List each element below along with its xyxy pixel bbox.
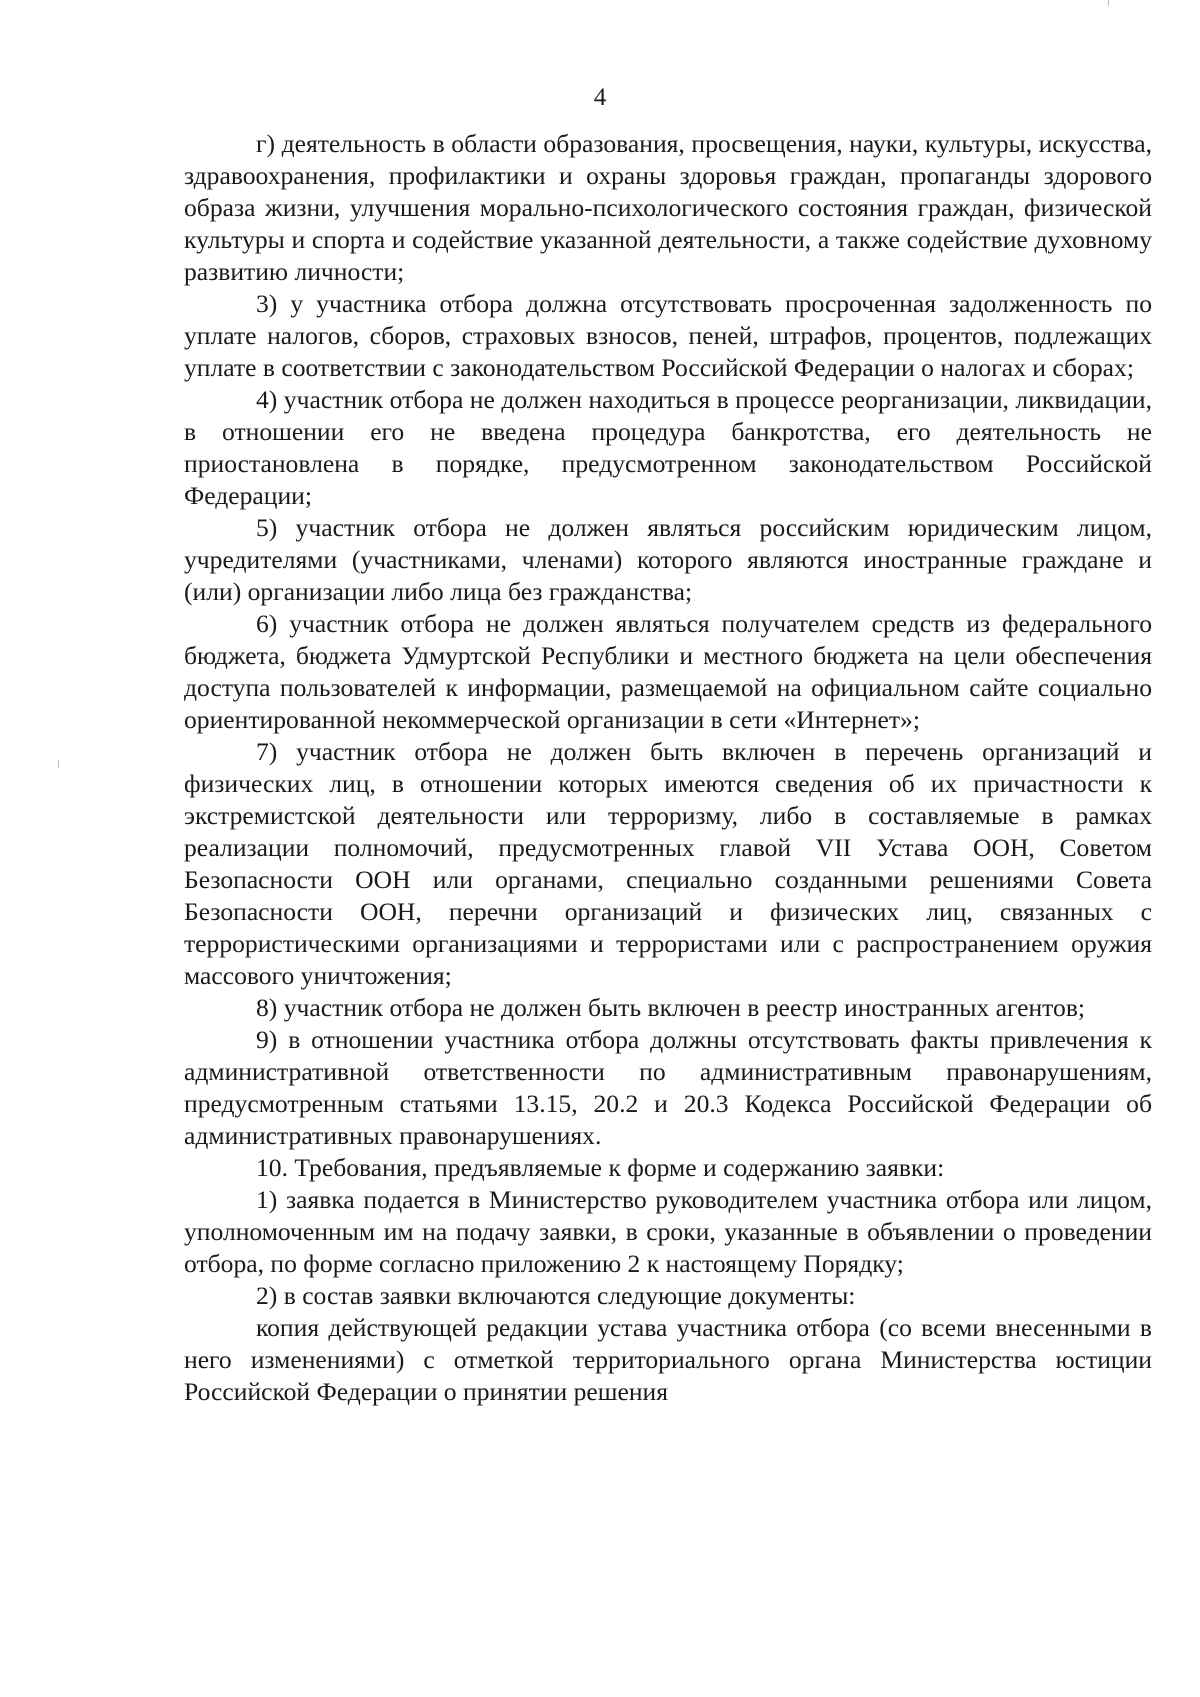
paragraph-item-9-administrative-liability: 9) в отношении участника отбора должны отсутствовать факты привлечения к административной ответственности по административным правонарушениям, предусмотренным статьями 13.15, 20.2 и 20.3 Кодекса Российской Федерации об административных правонарушениях.	[184, 1025, 1152, 1150]
paragraph-item-4-reorganization: 4) участник отбора не должен находиться в процессе реорганизации, ликвидации, в отношении его не введена процедура банкротства, его деятельность не приостановлена в порядке, предусмотренном законодательством Российской Федерации;	[184, 385, 1152, 510]
scan-edge-mark-top-right	[1108, 0, 1109, 6]
paragraph-charter-copy: копия действующей редакции устава участника отбора (со всеми внесенными в него изменениями) с отметкой территориального органа Министерства юстиции Российской Федерации о принятии решения	[184, 1313, 1152, 1406]
paragraph-item-6-budget-funds: 6) участник отбора не должен являться получателем средств из федерального бюджета, бюджета Удмуртской Республики и местного бюджета на цели обеспечения доступа пользователей к информации, размещаемой на официальном сайте социально ориентированной некоммерческой организации в сети «Интернет»;	[184, 609, 1152, 734]
paragraph-item-8-foreign-agents: 8) участник отбора не должен быть включен в реестр иностранных агентов;	[256, 993, 1086, 1022]
paragraph-item-3-tax-debt: 3) у участника отбора должна отсутствовать просроченная задолженность по уплате налогов, сборов, страховых взносов, пеней, штрафов, процентов, подлежащих уплате в соответствии с законодательством Российской Федерации о налогах и сборах;	[184, 289, 1152, 382]
paragraph-item-5-foreign-founders: 5) участник отбора не должен являться российским юридическим лицом, учредителями (участниками, членами) которого являются иностранные граждане и (или) организации либо лица без гражданства;	[184, 513, 1152, 606]
paragraph-subitem-1-application-submission: 1) заявка подается в Министерство руководителем участника отбора или лицом, уполномоченным им на подачу заявки, в сроки, указанные в объявлении о проведении отбора, по форме согласно приложению 2 к настоящему Порядку;	[184, 1185, 1152, 1278]
document-body	[184, 128, 1152, 1408]
paragraph-section-10-heading: 10. Требования, предъявляемые к форме и содержанию заявки:	[256, 1153, 945, 1182]
paragraph-item-7-extremism-list: 7) участник отбора не должен быть включен в перечень организаций и физических лиц, в отношении которых имеются сведения об их причастности к экстремистской деятельности или терроризму, либо в составляемые в рамках реализации полномочий, предусмотренных главой VII Устава ООН, Советом Безопасности ООН или органами, специально созданными решениями Совета Безопасности ООН, перечни организаций и физических лиц, связанных с террористическими организациями и террористами или с распространением оружия массового уничтожения;	[184, 737, 1152, 990]
scan-edge-mark-left	[58, 760, 59, 768]
paragraph-subitem-2-documents: 2) в состав заявки включаются следующие документы:	[256, 1281, 856, 1310]
page-number: 4	[593, 84, 607, 111]
paragraph-item-g-activities: г) деятельность в области образования, просвещения, науки, культуры, искусства, здравоохранения, профилактики и охраны здоровья граждан, пропаганды здорового образа жизни, улучшения морально-психологического состояния граждан, физической культуры и спорта и содействие указанной деятельности, а также содействие духовному развитию личности;	[184, 129, 1152, 286]
